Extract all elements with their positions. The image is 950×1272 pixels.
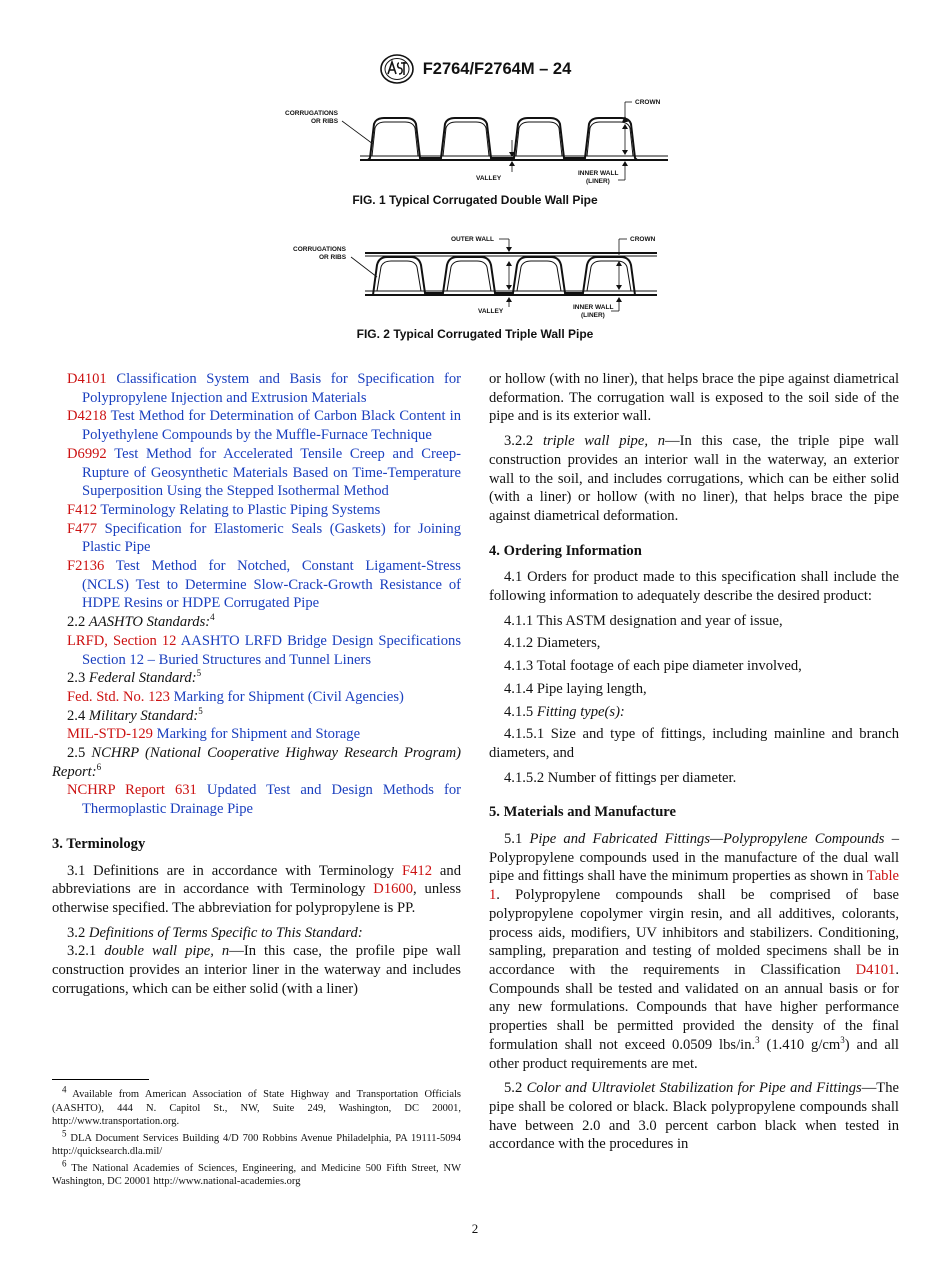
fig2-label-valley: VALLEY (478, 308, 504, 315)
section-title: NCHRP (National Cooperative Highway Research Program) Report: (52, 745, 461, 780)
section-number: 3.2.1 (67, 943, 97, 960)
ref-title-link[interactable]: Test Method for Accelerated Tensile Creep and Creep-Rupture of Geosynthetic Materials Based on Time-Temperature Superposition Using the Stepped Isothermal Method (82, 445, 461, 500)
reference-lrfd (52, 632, 461, 669)
reference-mil-std (52, 725, 461, 744)
paragraph-3-1 (52, 862, 461, 918)
figure-2-diagram (285, 231, 670, 321)
ref-code[interactable]: F477 (67, 520, 98, 537)
ref-code[interactable]: D6992 (67, 445, 107, 462)
reference-fed-std (52, 688, 461, 707)
footnote-text: Available from American Association of State Highway and Transportation Officials (AASHTO), 444 N. Capitol St., NW, Suite 249, Washington, DC 20001, http://www.transportation.org. (52, 1089, 462, 1127)
section-title: Pipe and Fabricated Fittings—Polypropylene Compounds (529, 831, 885, 848)
section-number: 2.2 (67, 614, 86, 631)
paragraph-3-2-1-continued: or hollow (with no liner), that helps brace the pipe against diametrical deformation. The corrugation wall is exposed to the soil side of the pipe and is its exterior wall. (489, 371, 899, 425)
ref-link-f412[interactable]: F412 (401, 862, 432, 879)
figure-1-diagram (280, 94, 670, 186)
section-title: AASHTO Standards: (88, 614, 211, 631)
text: (1.410 g/cm (759, 1036, 841, 1053)
section-title: Color and Ultraviolet Stabilization for Pipe and Fittings (526, 1080, 862, 1097)
figure-2-caption: FIG. 2 Typical Corrugated Triple Wall Pipe (356, 327, 594, 341)
section-title: Military Standard: (88, 707, 199, 724)
fig2-label-liner: (LINER) (581, 312, 605, 319)
term: double wall pipe, n (104, 943, 230, 960)
text: ) and all other product requirements are met. (489, 1036, 899, 1072)
ref-link-d1600[interactable]: D1600 (373, 881, 414, 898)
ref-title-link[interactable]: Marking for Shipment (Civil Agencies) (173, 688, 404, 705)
list-item: 4.1.4 Pipe laying length, (504, 680, 647, 697)
paragraph-3-2-1 (52, 942, 461, 998)
fig1-label-corrugations: CORRUGATIONS (285, 110, 338, 117)
term: triple wall pipe, n (542, 433, 666, 450)
figure-1-caption: FIG. 1 Typical Corrugated Double Wall Pipe (352, 193, 598, 207)
reference-f2136 (52, 557, 461, 613)
section-number: 2.5 (67, 745, 86, 762)
ref-title-link[interactable]: AASHTO LRFD Bridge Design Specifications Section 12 – Buried Structures and Tunnel Liners (82, 632, 462, 668)
paragraph-5-1 (489, 830, 899, 1073)
footnote-marker[interactable]: 5 (196, 668, 202, 679)
paragraph-4-1-5-2: 4.1.5.2 Number of fittings per diameter. (504, 769, 737, 786)
footnote-5 (52, 1128, 462, 1159)
ref-title-link[interactable]: Updated Test and Design Methods for Thermoplastic Drainage Pipe (82, 782, 461, 818)
superscript: 3 (755, 1034, 760, 1045)
text: . Polypropylene compounds shall be comprised of base polypropylene copolymer virgin resin, and all additives, colorants, process aids, modifiers, UV inhibitors and stabilizers. Conditioning, sampling, preparation and testing of molded specimens shall be in accordance with the requirements in Classification (489, 887, 899, 978)
footnote-number: 5 (62, 1128, 67, 1138)
fig1-label-ribs: OR RIBS (311, 118, 339, 125)
footnotes (52, 1084, 462, 1192)
text: —In this case, the triple pipe wall construction provides an interior wall in the waterway, an exterior wall to the soil, and includes corrugations, which can be either solid (with a liner) or hollow (with no liner), that helps brace the pipe against diametrical deformation. (489, 433, 899, 524)
footnote-marker[interactable]: 4 (210, 612, 215, 623)
superscript: 3 (840, 1034, 845, 1045)
footnote-marker[interactable]: 6 (96, 761, 102, 772)
section-number: 2.3 (67, 670, 86, 687)
section-title: Fitting type(s): (536, 703, 625, 720)
section-title: Federal Standard: (88, 670, 197, 687)
ref-code[interactable]: NCHRP Report 631 (67, 782, 197, 799)
section-5-heading: 5. Materials and Manufacture (489, 804, 676, 821)
reference-f412 (52, 501, 461, 520)
section-2-5-heading (52, 744, 461, 781)
footnote-number: 4 (62, 1084, 67, 1095)
section-number: 5.1 (504, 831, 523, 848)
text: 3.1 Definitions are in accordance with Terminology (67, 862, 402, 879)
footnote-6 (52, 1158, 461, 1189)
ref-code[interactable]: Fed. Std. No. 123 (67, 688, 170, 705)
paragraph-3-2 (52, 924, 461, 943)
ref-code[interactable]: MIL-STD-129 (67, 726, 153, 743)
fig1-label-liner: (LINER) (586, 178, 610, 185)
footnote-divider (52, 1079, 149, 1080)
fig2-label-crown: CROWN (630, 236, 656, 243)
fig1-label-crown: CROWN (635, 99, 661, 106)
fig2-label-corrugations: CORRUGATIONS (293, 246, 346, 253)
footnote-marker[interactable]: 5 (198, 705, 203, 716)
text: , unless otherwise specified. The abbreviation for polypropylene is PP. (52, 881, 462, 916)
ref-code[interactable]: F2136 (67, 558, 105, 575)
ref-title-link[interactable]: Test Method for Determination of Carbon Black Content in Polyethylene Compounds by the Muffle-Furnace Technique (82, 408, 461, 444)
ref-code[interactable]: LRFD, Section 12 (67, 632, 177, 649)
document-title: F2764/F2764M – 24 (422, 59, 572, 78)
footnote-text: The National Academies of Sciences, Engineering, and Medicine 500 Fifth Street, NW Washington, DC 20001 http://www.national-academies.org (52, 1162, 461, 1187)
ref-title-link[interactable]: Specification for Elastomeric Seals (Gaskets) for Joining Plastic Pipe (82, 520, 461, 556)
astm-logo-icon (379, 53, 415, 85)
fig1-label-valley: VALLEY (476, 175, 502, 182)
footnote-4 (52, 1084, 462, 1129)
paragraph-4-1-5-1: 4.1.5.1 Size and type of fittings, including mainline and branch diameters, and (489, 726, 899, 761)
list-item: 4.1.1 This ASTM designation and year of issue, (504, 612, 783, 629)
ref-code[interactable]: D4101 (67, 371, 107, 387)
footnote-number: 6 (62, 1158, 67, 1168)
paragraph-5-2 (489, 1079, 899, 1154)
ref-title-link[interactable]: Test Method for Notched, Constant Ligament-Stress (NCLS) Test to Determine Slow-Crack-Growth Resistance of HDPE Resins or HDPE Corrugated Pipe (82, 558, 461, 612)
right-column (489, 370, 899, 1160)
footnote-text: DLA Document Services Building 4/D 700 Robbins Avenue Philadelphia, PA 19111-5094 http://quicksearch.dla.mil/ (52, 1132, 462, 1157)
table-1-link[interactable]: Table 1 (489, 868, 899, 904)
section-4-heading: 4. Ordering Information (489, 542, 642, 559)
list-item: 4.1.2 Diameters, (504, 635, 601, 652)
reference-nchrp (52, 781, 461, 818)
section-2-4-heading (52, 707, 461, 726)
paragraph-4-1: 4.1 Orders for product made to this specification shall include the following information to adequately describe the desired product: (489, 569, 899, 605)
reference-d4101 (52, 370, 461, 407)
page-header (0, 52, 950, 86)
section-number: 5.2 (504, 1080, 523, 1097)
fig2-label-inner-wall: INNER WALL (573, 304, 614, 311)
ref-code[interactable]: D4218 (67, 408, 107, 425)
reference-d6992 (52, 445, 461, 501)
section-number: 3.2 (67, 924, 86, 941)
ref-code[interactable]: F412 (67, 501, 98, 518)
left-column (52, 370, 461, 1005)
section-number: 2.4 (67, 707, 86, 724)
fig2-label-ribs: OR RIBS (319, 254, 347, 261)
section-title: Definitions of Terms Specific to This Standard: (88, 924, 363, 941)
section-number: 4.1.5 (504, 703, 534, 720)
reference-f477 (52, 520, 461, 557)
list-item: 4.1.3 Total footage of each pipe diameter involved, (504, 658, 802, 675)
ref-link-d4101[interactable]: D4101 (855, 961, 896, 978)
ref-title-link[interactable]: Marking for Shipment and Storage (156, 726, 361, 743)
text: —The pipe shall be colored or black. Black polypropylene compounds shall have between 2.0 and 3.0 percent carbon black when tested in accordance with the procedures in (489, 1080, 899, 1153)
text: . Compounds shall be tested and validated on an annual basis or for any new formulations. Compounds that have higher performance properties shall be permitted provided the density of the final formulation shall not exceed 0.0509 lbs/in. (489, 961, 899, 1053)
fig1-label-inner-wall: INNER WALL (578, 170, 619, 177)
section-3-heading: 3. Terminology (52, 835, 146, 852)
reference-d4218 (52, 407, 461, 444)
page-number: 2 (471, 1221, 479, 1236)
section-2-3-heading (52, 669, 461, 688)
paragraph-3-2-2 (489, 432, 899, 526)
ref-title-link[interactable]: Terminology Relating to Plastic Piping Systems (100, 501, 381, 518)
text: – Polypropylene compounds used in the manufacture of the dual wall pipe and fittings shall have the minimum properties as shown in (489, 831, 899, 885)
paragraph-4-1-5 (489, 703, 899, 722)
fig2-label-outer-wall: OUTER WALL (451, 236, 494, 243)
section-number: 3.2.2 (504, 433, 534, 450)
section-2-2-heading (52, 613, 461, 632)
text: —In this case, the profile pipe wall construction provides an interior liner in the waterway and includes corrugations, which can be either solid (with a liner) (52, 943, 461, 997)
text: and abbreviations are in accordance with Terminology (52, 862, 461, 898)
ref-title-link[interactable]: Classification System and Basis for Specification for Polypropylene Injection and Extrusion Materials (82, 371, 462, 406)
